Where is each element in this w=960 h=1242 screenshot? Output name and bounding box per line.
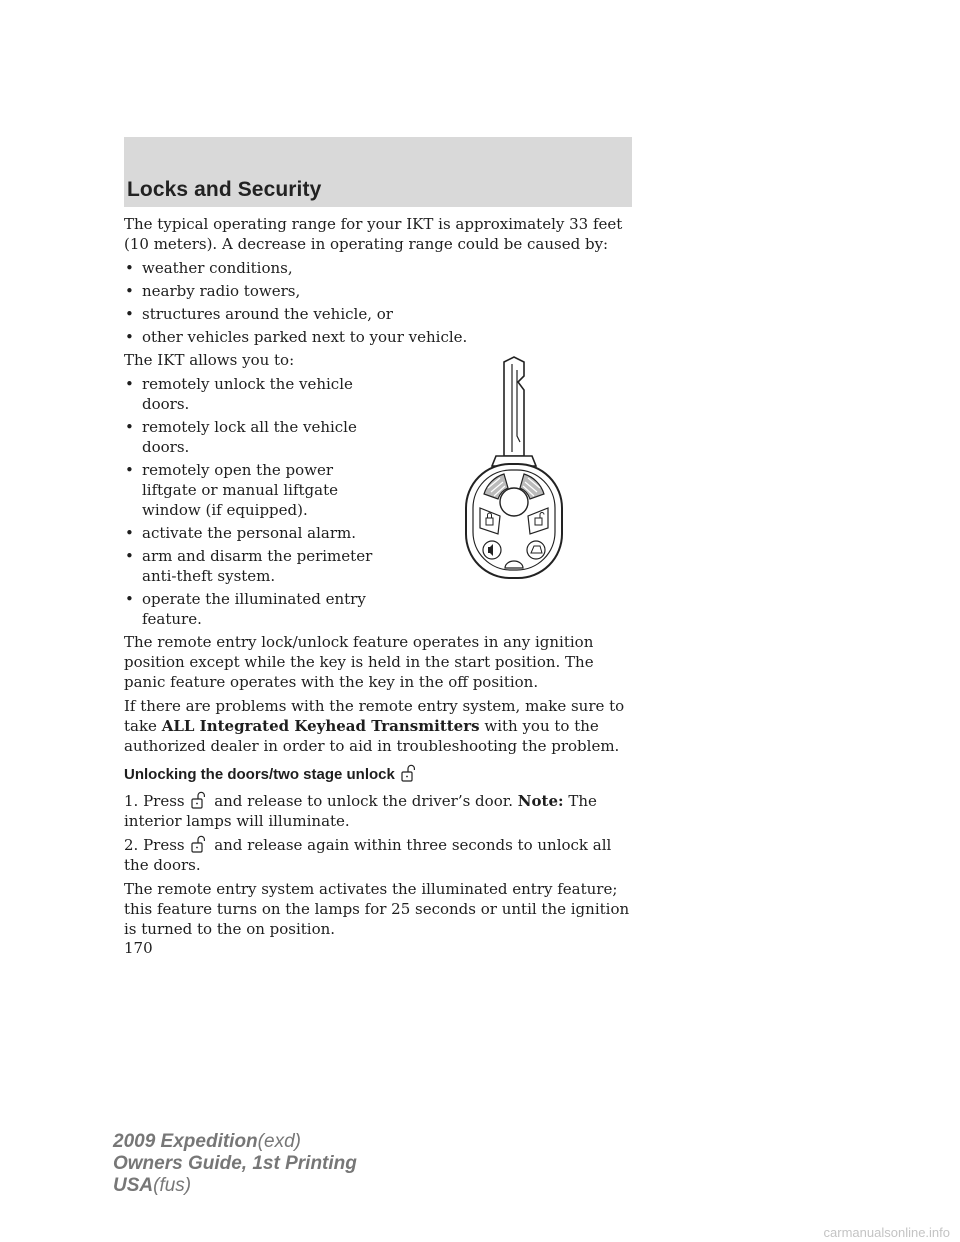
bullet-icon: • — [125, 590, 134, 608]
range-causes-list — [124, 258, 632, 347]
bullet-icon: • — [125, 375, 134, 393]
footer-market: USA — [113, 1175, 154, 1196]
step-1: 1. Press and release to unlock the driver’s door. Note: The interior lamps will illuminate. — [124, 792, 597, 830]
page-number: 170 — [124, 939, 153, 957]
unlock-icon — [189, 791, 209, 809]
list-item: • nearby radio towers, — [125, 282, 301, 300]
bullet-icon: • — [125, 418, 134, 436]
key-transmitter-figure — [460, 356, 568, 580]
list-item: • weather conditions, — [125, 259, 293, 277]
footer-guide: Owners Guide, 1st Printing — [113, 1153, 357, 1174]
section-title: Locks and Security — [127, 178, 322, 201]
list-item: • arm and disarm the perimeter anti-theft system. — [125, 547, 373, 585]
footer-model-code: (exd) — [257, 1131, 301, 1152]
footer-model: 2009 Expedition — [113, 1131, 258, 1152]
unlock-icon — [399, 764, 419, 782]
ikt-intro: The IKT allows you to: — [124, 351, 295, 369]
list-item: • activate the personal alarm. — [125, 524, 356, 542]
footer-market-code: (fus) — [153, 1175, 192, 1196]
illuminated-entry-paragraph: The remote entry system activates the illuminated entry feature; this feature turns on the lamps for 25 seconds or until the ignition is turned to the on position. — [124, 880, 630, 938]
bullet-icon: • — [125, 305, 134, 323]
unlock-icon — [189, 835, 209, 853]
list-item: • remotely unlock the vehicle doors. — [125, 375, 353, 413]
range-intro: The typical operating range for your IKT is approximately 33 feet (10 meters). A decrease in operating range could be caused by: — [124, 215, 623, 253]
note-label: Note: — [517, 792, 564, 810]
step-2: 2. Press and release again within three seconds to unlock all the doors. — [124, 836, 612, 874]
bullet-icon: • — [125, 282, 134, 300]
bullet-icon: • — [125, 524, 134, 542]
bullet-icon: • — [125, 328, 134, 346]
unlock-heading: Unlocking the doors/two stage unlock — [124, 764, 632, 785]
bullet-icon: • — [125, 259, 134, 277]
watermark: carmanualsonline.info — [823, 1225, 950, 1240]
bullet-icon: • — [125, 547, 134, 565]
footer — [113, 1131, 357, 1197]
problems-paragraph: If there are problems with the remote entry system, make sure to take ALL Integrated Keyhead Transmitters with you to the authorized dealer in order to aid in troubleshooting the problem. — [124, 697, 625, 755]
ignition-note: The remote entry lock/unlock feature operates in any ignition position except while the key is held in the start position. The panic feature operates with the key in the off position. — [124, 633, 594, 691]
list-item: • remotely lock all the vehicle doors. — [125, 418, 357, 456]
list-item: • operate the illuminated entry feature. — [125, 590, 366, 628]
list-item: • structures around the vehicle, or — [125, 305, 393, 323]
bullet-icon: • — [125, 461, 134, 479]
ikt-features-list — [124, 374, 379, 629]
list-item: • remotely open the power liftgate or manual liftgate window (if equipped). — [125, 461, 338, 519]
list-item: • other vehicles parked next to your vehicle. — [125, 328, 468, 346]
all-transmitters-emphasis: ALL Integrated Keyhead Transmitters — [161, 717, 480, 735]
